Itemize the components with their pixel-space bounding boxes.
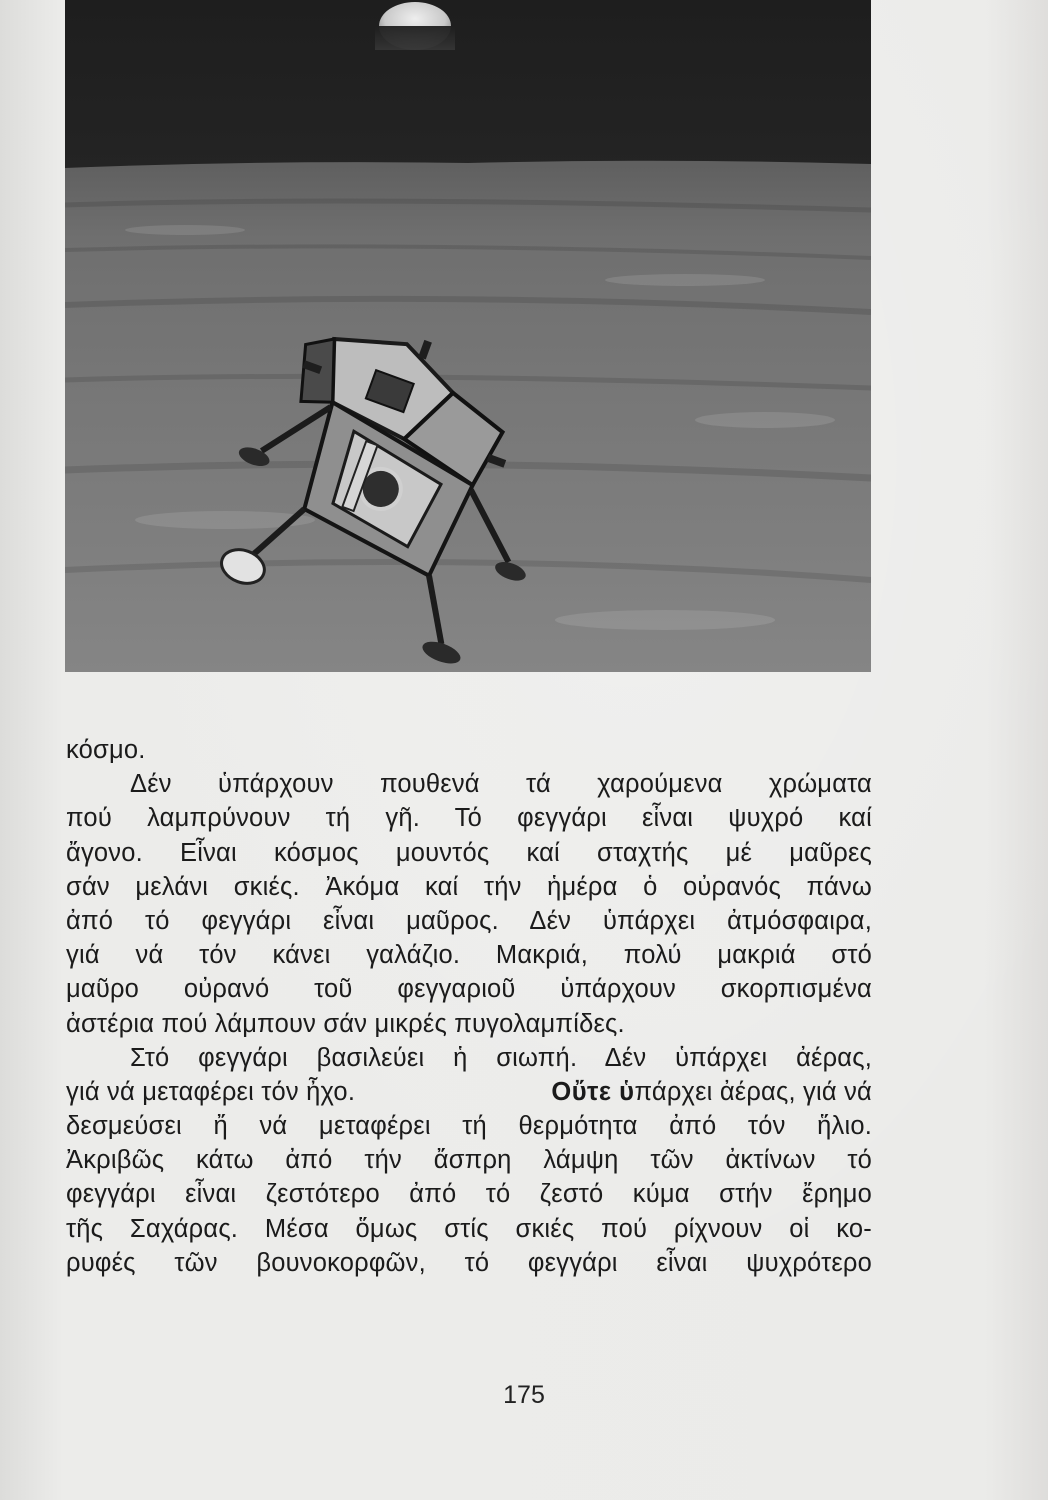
text-line: φεγγάρι εἶναι ζεστότερο ἀπό τό ζεστό κύμα στήν ἔρημο <box>66 1180 872 1209</box>
text-line-mixed <box>66 1075 872 1109</box>
text-line: πού λαμπρύνουν τή γῆ. Τό φεγγάρι εἶναι ψυχρό καί <box>66 804 872 833</box>
text-line: γιά νά τόν κάνει γαλάζιο. Μακριά, πολύ μακριά στό <box>66 941 872 970</box>
lunar-module-photo <box>65 0 871 672</box>
text-line: κόσμο. <box>66 736 146 764</box>
text-line: τῆς Σαχάρας. Μέσα ὅμως στίς σκιές πού ρίχνουν οἱ κο- <box>66 1214 872 1243</box>
text-line: μαῦρο οὐρανό τοῦ φεγγαριοῦ ὑπάρχουν σκορπισμένα <box>66 975 872 1004</box>
text-line: ἄγονο. Εἶναι κόσμος μουντός καί σταχτής μέ μαῦρες <box>66 838 872 867</box>
text-fragment: πάρχει ἀέρας, γιά νά <box>634 1077 872 1106</box>
text-line: Στό φεγγάρι βασιλεύει ἡ σιωπή. Δέν ὑπάρχει ἀέρας, <box>130 1043 872 1072</box>
bold-word: Οὔτε ὑ <box>551 1077 635 1106</box>
text-line: σάν μελάνι σκιές. Ἀκόμα καί τήν ἡμέρα ὁ οὐρανός πάνω <box>66 872 872 901</box>
text-line: Δέν ὑπάρχουν πουθενά τά χαρούμενα χρώματα <box>130 770 872 799</box>
text-line: ρυφές τῶν βουνοκορφῶν, τό φεγγάρι εἶναι ψυχρότερο <box>66 1248 872 1277</box>
text-fragment: γιά νά μεταφέρει τόν ἦχο. <box>66 1077 356 1106</box>
lunar-module-illustration <box>65 0 871 672</box>
text-line: Ἀκριβῶς κάτω ἀπό τήν ἄσπρη λάμψη τῶν ἀκτίνων τό <box>66 1146 872 1175</box>
body-text <box>66 733 872 1280</box>
text-line: δεσμεύσει ἤ νά μεταφέρει τή θερμότητα ἀπό τόν ἥλιο. <box>66 1112 872 1141</box>
text-line: ἀπό τό φεγγάρι εἶναι μαῦρος. Δέν ὑπάρχει ἀτμόσφαιρα, <box>66 906 872 935</box>
text-line: ἀστέρια πού λάμπουν σάν μικρές πυγολαμπίδες. <box>66 1009 625 1038</box>
text-fragment <box>551 1075 872 1109</box>
page-number: 175 <box>503 1381 545 1409</box>
